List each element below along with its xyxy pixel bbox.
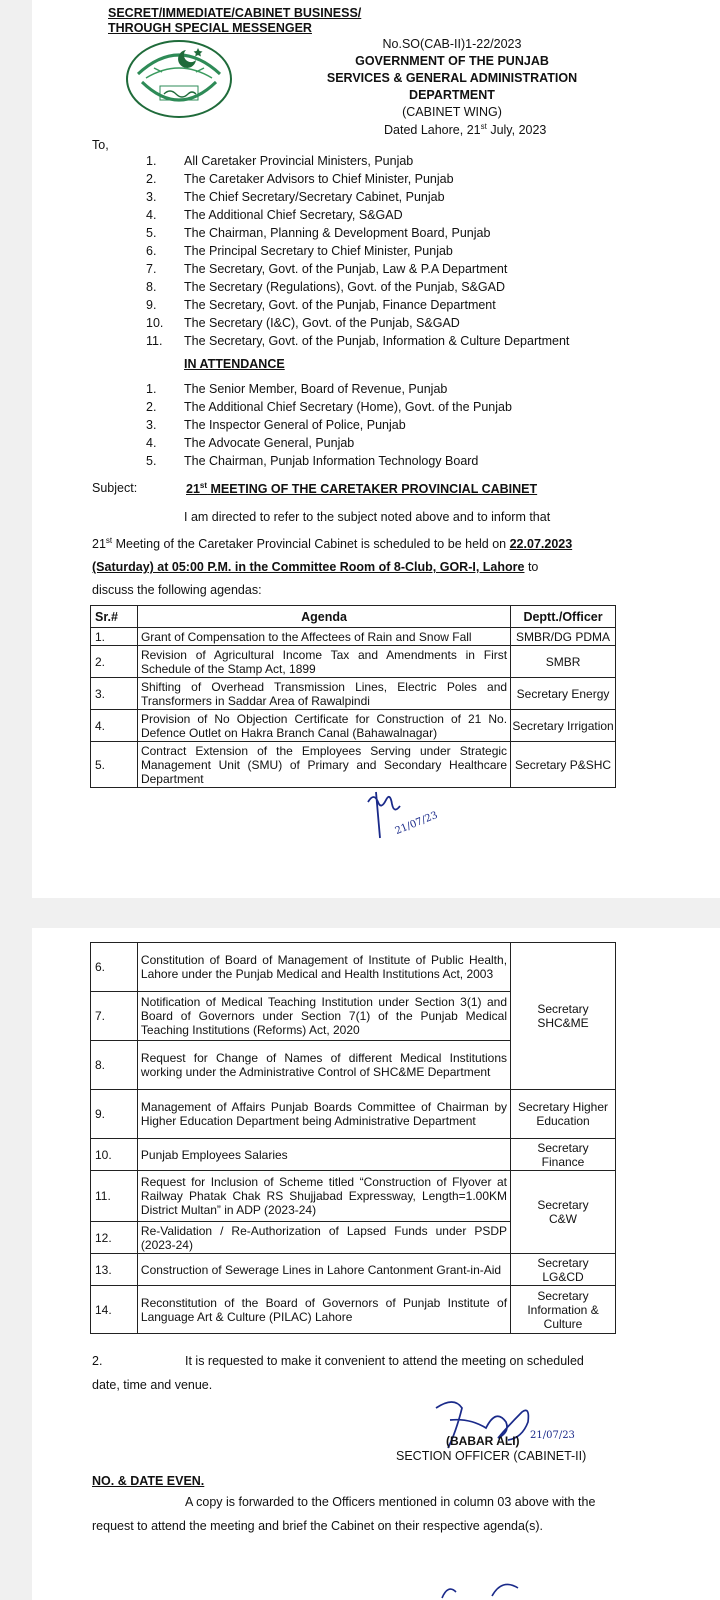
wing-name: (CABINET WING) (402, 105, 502, 119)
attendance-heading: IN ATTENDANCE (184, 357, 285, 371)
list-item (146, 260, 569, 278)
row-agenda: Shifting of Overhead Transmission Lines, Electric Poles and Transformers in Saddar Area of Rawalpindi (137, 678, 510, 710)
row-officer: Secretary P&SHC (511, 742, 616, 788)
body-to: to (524, 560, 539, 575)
row-agenda: Request for Inclusion of Scheme titled “Construction of Flyover at Railway Phatak Chak RS Shujjabad Expressway, Length=1.00KM District Multan” in ADP (2023-24) (137, 1171, 510, 1222)
document-page-2 (32, 928, 720, 1600)
list-item-number: 5. (146, 454, 157, 468)
list-item (146, 206, 569, 224)
attendance-list (146, 380, 512, 470)
row-agenda: Re-Validation / Re-Authorization of Lapsed Funds under PSDP (2023-24) (137, 1222, 510, 1254)
row-sr: 8. (91, 1041, 138, 1090)
list-item-number: 3. (146, 190, 157, 204)
row-agenda: Revision of Agricultural Income Tax and Amendments in First Schedule of the Stamp Act, 1899 (137, 646, 510, 678)
list-item-text: The Secretary, Govt. of the Punjab, Information & Culture Department (184, 334, 570, 348)
date-text: Dated Lahore, 21 (384, 123, 481, 138)
list-item-text: The Caretaker Advisors to Chief Minister, Punjab (184, 172, 454, 186)
row-sr: 11. (91, 1171, 138, 1222)
row-agenda: Notification of Medical Teaching Institution under Section 3(1) and Board of Governors under Section 7(1) of the Punjab Medical Teaching Institutions (Reforms) Act, 2020 (137, 992, 510, 1041)
row-agenda: Grant of Compensation to the Affectees of Rain and Snow Fall (137, 628, 510, 646)
row-agenda: Punjab Employees Salaries (137, 1139, 510, 1171)
punjab-emblem-icon (124, 38, 234, 120)
body-paragraph (92, 506, 618, 602)
table-row (91, 943, 616, 992)
list-item-number: 8. (146, 280, 157, 294)
row-sr: 10. (91, 1139, 138, 1171)
row-agenda: Contract Extension of the Employees Serving under Strategic Management Unit (SMU) of Primary and Secondary Healthcare Department (137, 742, 510, 788)
row-sr: 6. (91, 943, 138, 992)
row-officer: Secretary Information & Culture (511, 1286, 616, 1334)
list-item (146, 152, 569, 170)
list-item-number: 1. (146, 154, 157, 168)
subject-sup: st (199, 481, 208, 490)
list-item-text: The Senior Member, Board of Revenue, Punjab (184, 382, 448, 396)
row-agenda: Reconstitution of the Board of Governors of Punjab Institute of Language Art & Culture (PILAC) Lahore (137, 1286, 510, 1334)
subject-title: MEETING OF THE CARETAKER PROVINCIAL CABINET (207, 482, 538, 497)
row-officer: SMBR/DG PDMA (511, 628, 616, 646)
row-sr: 5. (91, 742, 138, 788)
signature-date: 21/07/23 (530, 1430, 575, 1441)
agenda-table-1 (90, 605, 616, 788)
list-item-text: The Chairman, Punjab Information Technology Board (184, 454, 479, 468)
list-item-number: 10. (146, 316, 164, 330)
row-agenda: Provision of No Objection Certificate for Construction of 21 No. Defence Outlet on Hakra Branch Canal (Bahawalnagar) (137, 710, 510, 742)
table-row (91, 1090, 616, 1139)
list-item-text: The Inspector General of Police, Punjab (184, 418, 406, 432)
para2-continuation: date, time and venue. (92, 1378, 213, 1392)
list-item (146, 398, 512, 416)
letter-number: No.SO(CAB-II)1-22/2023 (382, 37, 522, 51)
list-item (146, 452, 512, 470)
table-row (91, 646, 616, 678)
agenda-table-2 (90, 942, 616, 1334)
para2-text: It is requested to make it convenient to attend the meeting on scheduled (185, 1354, 584, 1368)
list-item-number: 11. (146, 334, 163, 348)
list-item-text: The Secretary, Govt. of the Punjab, Finance Department (184, 298, 496, 312)
list-item-number: 3. (146, 418, 157, 432)
row-sr: 3. (91, 678, 138, 710)
list-item-text: The Secretary (Regulations), Govt. of the Punjab, S&GAD (184, 280, 505, 294)
list-item (146, 416, 512, 434)
list-item (146, 224, 569, 242)
row-sr: 1. (91, 628, 138, 646)
row-agenda: Construction of Sewerage Lines in Lahore Cantonment Grant-in-Aid (137, 1254, 510, 1286)
list-item-number: 9. (146, 298, 157, 312)
list-item-text: The Advocate General, Punjab (184, 436, 355, 450)
recipient-list (146, 152, 569, 350)
list-item-text: The Additional Chief Secretary (Home), Govt. of the Punjab (184, 400, 512, 414)
header-agenda: Agenda (137, 606, 510, 628)
table-row (91, 710, 616, 742)
row-agenda: Request for Change of Names of different Medical Institutions working under the Administrative Control of SHC&ME Department (137, 1041, 510, 1090)
body-sup: st (105, 536, 113, 545)
body-line-2 (92, 529, 618, 556)
letterhead (322, 36, 582, 121)
body-mid-text: Meeting of the Caretaker Provincial Cabinet is scheduled to be held on (112, 537, 510, 552)
table-row (91, 678, 616, 710)
list-item (146, 278, 569, 296)
para2-number: 2. (92, 1354, 103, 1368)
list-item-number: 7. (146, 262, 157, 276)
list-item (146, 314, 569, 332)
row-sr: 9. (91, 1090, 138, 1139)
list-item-number: 2. (146, 172, 157, 186)
subject-number: 21 (186, 482, 200, 497)
list-item-text: The Secretary, Govt. of the Punjab, Law & P.A Department (184, 262, 508, 276)
body-line-3 (92, 556, 618, 579)
list-item (146, 380, 512, 398)
row-officer: Secretary C&W (511, 1171, 616, 1254)
table-row (91, 628, 616, 646)
meeting-date: 22.07.2023 (509, 537, 573, 552)
signatory-title: SECTION OFFICER (CABINET-II) (396, 1449, 587, 1463)
list-item (146, 434, 512, 452)
header-officer: Deptt./Officer (511, 606, 616, 628)
list-item-number: 2. (146, 400, 157, 414)
table-row (91, 742, 616, 788)
row-sr: 4. (91, 710, 138, 742)
date-month-year: July, 2023 (486, 123, 547, 138)
to-label: To, (92, 138, 109, 152)
row-officer: Secretary LG&CD (511, 1254, 616, 1286)
row-sr: 12. (91, 1222, 138, 1254)
row-officer: SMBR (511, 646, 616, 678)
header-sr: Sr.# (91, 606, 138, 628)
list-item-text: The Additional Chief Secretary, S&GAD (184, 208, 403, 222)
list-item (146, 188, 569, 206)
list-item-number: 1. (146, 382, 157, 396)
list-item (146, 242, 569, 260)
table-row (91, 1286, 616, 1334)
list-item-text: The Secretary (I&C), Govt. of the Punjab, S&GAD (184, 316, 460, 330)
list-item-text: All Caretaker Provincial Ministers, Punjab (184, 154, 414, 168)
row-sr: 13. (91, 1254, 138, 1286)
row-agenda: Constitution of Board of Management of Institute of Public Health, Lahore under the Punjab Medical and Health Institutions Act, 2003 (137, 943, 510, 992)
letter-date (384, 122, 546, 137)
body-meeting-number: 21 (92, 537, 106, 552)
list-item-number: 4. (146, 208, 157, 222)
initial-date: 21/07/23 (393, 809, 440, 838)
initial-signature-icon (364, 788, 454, 846)
classification-line-1: SECRET/IMMEDIATE/CABINET BUSINESS/ (108, 6, 362, 20)
row-sr: 7. (91, 992, 138, 1041)
row-agenda: Management of Affairs Punjab Boards Committee of Chairman by Higher Education Department being Administrative Department (137, 1090, 510, 1139)
list-item-text: The Chairman, Planning & Development Board, Punjab (184, 226, 491, 240)
table-header-row (91, 606, 616, 628)
row-officer: Secretary SHC&ME (511, 943, 616, 1090)
even-line-1: A copy is forwarded to the Officers mentioned in column 03 above with the (185, 1495, 596, 1509)
document-page-1 (32, 0, 720, 898)
list-item-number: 5. (146, 226, 157, 240)
even-line-2: request to attend the meeting and brief the Cabinet on their respective agenda(s). (92, 1519, 543, 1533)
department-name-line-2: DEPARTMENT (409, 88, 495, 102)
table-row (91, 1139, 616, 1171)
list-item-text: The Principal Secretary to Chief Minister, Punjab (184, 244, 453, 258)
date-sup: st (480, 122, 487, 131)
subject-label: Subject: (92, 481, 138, 495)
bottom-scribble-icon (432, 1556, 532, 1600)
list-item (146, 170, 569, 188)
list-item-text: The Chief Secretary/Secretary Cabinet, Punjab (184, 190, 445, 204)
body-line-4: discuss the following agendas: (92, 583, 262, 598)
meeting-time-venue: (Saturday) at 05:00 P.M. in the Committee Room of 8-Club, GOR-I, Lahore (92, 560, 525, 575)
government-name: GOVERNMENT OF THE PUNJAB (355, 54, 549, 68)
list-item (146, 332, 569, 350)
list-item (146, 296, 569, 314)
row-officer: Secretary Energy (511, 678, 616, 710)
row-officer: Secretary Irrigation (511, 710, 616, 742)
subject-text (186, 481, 537, 496)
row-sr: 2. (91, 646, 138, 678)
row-officer: Secretary Finance (511, 1139, 616, 1171)
department-name-line-1: SERVICES & GENERAL ADMINISTRATION (326, 71, 578, 85)
classification-line-2: THROUGH SPECIAL MESSENGER (108, 21, 312, 35)
list-item-number: 6. (146, 244, 157, 258)
row-sr: 14. (91, 1286, 138, 1334)
row-officer: Secretary Higher Education (511, 1090, 616, 1139)
even-label: NO. & DATE EVEN. (92, 1474, 205, 1488)
body-line-1: I am directed to refer to the subject noted above and to inform that (184, 510, 551, 524)
table-row (91, 1171, 616, 1222)
table-row (91, 1254, 616, 1286)
list-item-number: 4. (146, 436, 157, 450)
signatory-name: (BABAR ALI) (446, 1434, 520, 1448)
